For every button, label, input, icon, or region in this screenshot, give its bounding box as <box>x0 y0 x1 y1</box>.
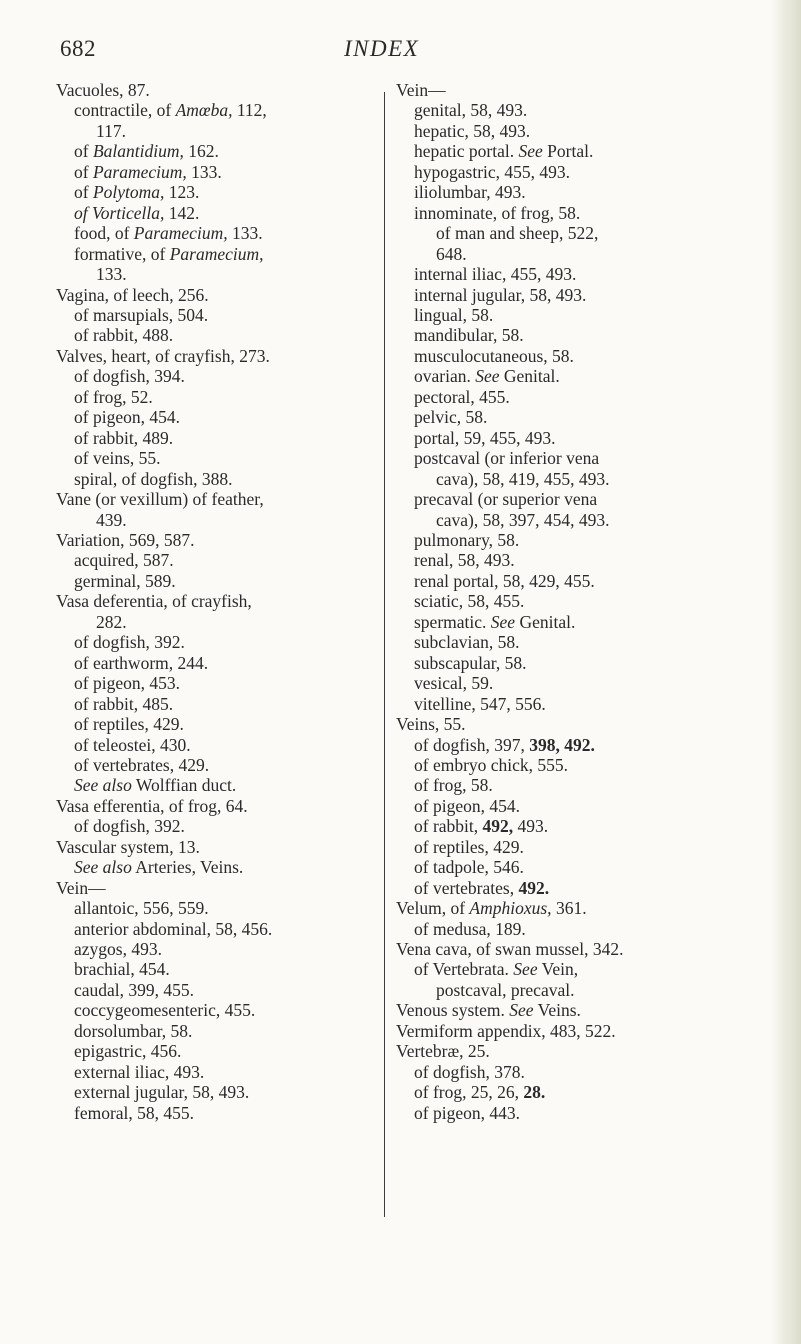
entry-text: genital, 58, 493. <box>414 100 528 121</box>
index-subentry <box>396 141 726 161</box>
index-subentry <box>56 162 376 182</box>
entry-text: Vacuoles, 87. <box>56 80 150 100</box>
entry-text: portal, 59, 455, 493. <box>414 427 556 448</box>
entry-text: of pigeon, 454. <box>74 407 180 428</box>
entry-text: of dogfish, 378. <box>414 1061 525 1082</box>
index-subentry <box>396 1062 726 1082</box>
index-subentry <box>396 959 726 979</box>
index-entry <box>56 530 376 550</box>
index-subentry <box>56 469 376 489</box>
index-subentry <box>396 796 726 816</box>
entry-text: hepatic portal. <box>414 141 519 162</box>
entry-text: pulmonary, 58. <box>414 529 520 550</box>
entry-text: of pigeon, 443. <box>414 1102 520 1123</box>
entry-text: See also <box>74 775 132 796</box>
entry-text: of frog, 52. <box>74 386 153 407</box>
index-subentry <box>396 366 726 386</box>
index-subentry <box>396 775 726 795</box>
index-subentry <box>396 100 726 120</box>
entry-text: 492. <box>518 877 550 898</box>
entry-text: of man and sheep, 522, <box>436 223 599 244</box>
entry-text: of rabbit, <box>414 816 483 837</box>
index-subentry <box>396 550 726 570</box>
entry-text: of frog, 58. <box>414 775 493 796</box>
entry-text: Amœba, <box>175 100 233 121</box>
entry-text: Valves, heart, of crayfish, 273. <box>56 345 270 366</box>
entry-text: cava), 58, 397, 454, 493. <box>436 509 610 530</box>
entry-text: Vein— <box>396 80 446 100</box>
entry-text: sciatic, 58, 455. <box>414 591 525 612</box>
entry-text: Arteries, Veins. <box>131 857 244 878</box>
entry-text: See <box>518 141 543 162</box>
entry-text: of Vorticella, <box>74 202 165 223</box>
entry-text: of rabbit, 489. <box>74 427 174 448</box>
entry-text: 133. <box>227 223 263 244</box>
index-subentry <box>56 203 376 223</box>
index-subentry <box>396 755 726 775</box>
entry-text: Variation, 569, 587. <box>56 529 195 550</box>
index-subentry <box>56 244 376 264</box>
index-subentry <box>56 735 376 755</box>
index-subentry <box>396 857 726 877</box>
index-entry <box>56 878 376 898</box>
index-subentry <box>396 387 726 407</box>
index-column-left <box>56 80 376 1123</box>
index-subentry <box>396 489 726 509</box>
index-subentry <box>396 694 726 714</box>
index-subentry <box>56 959 376 979</box>
index-entry <box>56 285 376 305</box>
entry-text: 493. <box>513 816 549 837</box>
entry-text: 492, <box>482 816 514 837</box>
entry-text: renal, 58, 493. <box>414 550 515 571</box>
entry-text: of dogfish, 397, <box>414 734 530 755</box>
entry-text: acquired, 587. <box>74 550 174 571</box>
index-entry <box>396 1021 726 1041</box>
entry-text: Vein— <box>56 877 106 898</box>
page-number: 682 <box>60 36 96 61</box>
index-subentry <box>396 735 726 755</box>
index-subentry <box>56 366 376 386</box>
entry-text: of reptiles, 429. <box>74 714 184 735</box>
entry-text: Polytoma, <box>92 182 165 203</box>
entry-text: mandibular, 58. <box>414 325 524 346</box>
entry-text: 282. <box>96 611 127 632</box>
index-subentry <box>396 428 726 448</box>
entry-text: of tadpole, 546. <box>414 857 524 878</box>
entry-text: See also <box>74 857 132 878</box>
running-head: INDEX <box>344 36 420 61</box>
entry-text: of reptiles, 429. <box>414 836 524 857</box>
entry-text: of <box>74 141 93 162</box>
index-entry <box>56 796 376 816</box>
entry-text: of pigeon, 454. <box>414 795 520 816</box>
entry-text: of vertebrates, <box>414 877 519 898</box>
index-subentry <box>396 223 726 243</box>
entry-text: dorsolumbar, 58. <box>74 1020 193 1041</box>
entry-text: of rabbit, 488. <box>74 325 174 346</box>
index-subentry <box>396 182 726 202</box>
index-entry <box>396 80 726 100</box>
entry-text: Wolffian duct. <box>131 775 237 796</box>
index-subentry <box>56 1103 376 1123</box>
index-subentry <box>396 591 726 611</box>
index-subentry <box>396 469 726 489</box>
entry-text: of pigeon, 453. <box>74 673 180 694</box>
index-subentry <box>56 816 376 836</box>
index-subentry <box>56 223 376 243</box>
entry-text: postcaval (or inferior vena <box>414 448 600 469</box>
index-subentry <box>56 714 376 734</box>
index-subentry <box>56 264 376 284</box>
entry-text: of dogfish, 392. <box>74 816 185 837</box>
entry-text: Veins. <box>533 1000 581 1021</box>
index-column-right <box>396 80 726 1123</box>
index-subentry <box>396 919 726 939</box>
entry-text: of embryo chick, 555. <box>414 754 569 775</box>
index-subentry <box>56 694 376 714</box>
index-subentry <box>396 203 726 223</box>
index-subentry <box>396 448 726 468</box>
entry-text: See <box>513 959 538 980</box>
page-edge-shadow <box>771 0 801 1344</box>
entry-text: coccygeomesenteric, 455. <box>74 1000 256 1021</box>
index-subentry <box>56 612 376 632</box>
entry-text: Paramecium, <box>133 223 228 244</box>
index-subentry <box>396 325 726 345</box>
entry-text: Vane (or vexillum) of feather, <box>56 489 264 510</box>
index-subentry <box>56 428 376 448</box>
entry-text: precaval (or superior vena <box>414 489 598 510</box>
entry-text: 398, 492. <box>529 734 595 755</box>
index-entry <box>396 1000 726 1020</box>
entry-text: 361. <box>551 898 587 919</box>
index-entry <box>396 714 726 734</box>
entry-text: of <box>74 161 93 182</box>
index-entry <box>396 898 726 918</box>
index-subentry <box>56 1062 376 1082</box>
entry-text: spermatic. <box>414 611 491 632</box>
entry-text: innominate, of frog, 58. <box>414 202 581 223</box>
index-subentry <box>396 571 726 591</box>
entry-text: spiral, of dogfish, 388. <box>74 468 233 489</box>
entry-text: subscapular, 58. <box>414 652 527 673</box>
entry-text: Vasa efferentia, of frog, 64. <box>56 795 248 816</box>
entry-text: 123. <box>164 182 200 203</box>
index-subentry <box>56 919 376 939</box>
entry-text: Vascular system, 13. <box>56 836 200 857</box>
entry-text: 28. <box>523 1082 546 1103</box>
entry-text: internal iliac, 455, 493. <box>414 264 577 285</box>
index-subentry <box>396 673 726 693</box>
entry-text: femoral, 58, 455. <box>74 1102 195 1123</box>
index-subentry <box>396 510 726 530</box>
entry-text: hepatic, 58, 493. <box>414 120 531 141</box>
entry-text: of Vertebrata. <box>414 959 514 980</box>
index-subentry <box>396 305 726 325</box>
entry-text: external jugular, 58, 493. <box>74 1082 250 1103</box>
entry-text: 112, <box>232 100 267 121</box>
entry-text: See <box>509 1000 534 1021</box>
entry-text: postcaval, precaval. <box>436 979 575 1000</box>
index-subentry <box>56 121 376 141</box>
index-subentry <box>56 980 376 1000</box>
entry-text: subclavian, 58. <box>414 632 520 653</box>
index-entry <box>56 80 376 100</box>
index-subentry <box>56 673 376 693</box>
entry-text: See <box>490 611 516 632</box>
index-subentry <box>56 755 376 775</box>
entry-text: of vertebrates, 429. <box>74 754 210 775</box>
index-subentry <box>56 182 376 202</box>
entry-text: anterior abdominal, 58, 456. <box>74 918 273 939</box>
index-subentry <box>396 346 726 366</box>
entry-text: Venous system. <box>396 1000 510 1021</box>
entry-text: hypogastric, 455, 493. <box>414 161 571 182</box>
index-subentry <box>56 1021 376 1041</box>
entry-text: Genital. <box>499 366 560 387</box>
index-subentry <box>56 141 376 161</box>
entry-text: Vertebræ, 25. <box>396 1041 490 1062</box>
entry-text: iliolumbar, 493. <box>414 182 526 203</box>
index-subentry <box>396 878 726 898</box>
index-subentry <box>56 939 376 959</box>
entry-text: of dogfish, 394. <box>74 366 185 387</box>
entry-text: of earthworm, 244. <box>74 652 209 673</box>
index-subentry <box>396 612 726 632</box>
entry-text: See <box>475 366 500 387</box>
entry-text: Amphioxus, <box>469 898 552 919</box>
index-subentry <box>56 407 376 427</box>
entry-text: food, of <box>74 223 134 244</box>
entry-text: renal portal, 58, 429, 455. <box>414 570 595 591</box>
entry-text: of medusa, 189. <box>414 918 526 939</box>
index-subentry <box>56 550 376 570</box>
index-subentry <box>56 1082 376 1102</box>
index-entry <box>56 591 376 611</box>
index-entry <box>56 837 376 857</box>
entry-text: musculocutaneous, 58. <box>414 345 574 366</box>
entry-text: 117. <box>96 120 126 141</box>
entry-text: cava), 58, 419, 455, 493. <box>436 468 610 489</box>
index-entry <box>56 346 376 366</box>
index-subentry <box>56 1000 376 1020</box>
index-entry <box>56 489 376 509</box>
entry-text: epigastric, 456. <box>74 1041 182 1062</box>
column-divider <box>384 92 385 1217</box>
entry-text: Veins, 55. <box>396 714 466 735</box>
index-subentry <box>56 448 376 468</box>
index-subentry <box>56 100 376 120</box>
entry-text: of <box>74 182 93 203</box>
index-subentry <box>396 244 726 264</box>
entry-text: Vasa deferentia, of crayfish, <box>56 591 252 612</box>
entry-text: of dogfish, 392. <box>74 632 185 653</box>
index-subentry <box>56 632 376 652</box>
index-subentry <box>396 285 726 305</box>
entry-text: Balantidium, <box>92 141 184 162</box>
entry-text: of frog, 25, 26, <box>414 1082 524 1103</box>
entry-text: Portal. <box>542 141 594 162</box>
index-entry <box>396 939 726 959</box>
entry-text: formative, of <box>74 243 170 264</box>
entry-text: Velum, of <box>396 898 470 919</box>
index-subentry <box>56 775 376 795</box>
index-subentry <box>56 857 376 877</box>
index-subentry <box>56 305 376 325</box>
entry-text: pelvic, 58. <box>414 407 488 428</box>
entry-text: 439. <box>96 509 127 530</box>
index-subentry <box>396 980 726 1000</box>
entry-text: 142. <box>164 202 200 223</box>
index-subentry <box>396 632 726 652</box>
index-subentry <box>396 162 726 182</box>
entry-text: 162. <box>183 141 219 162</box>
index-subentry <box>396 407 726 427</box>
index-subentry <box>396 816 726 836</box>
entry-text: caudal, 399, 455. <box>74 979 195 1000</box>
index-subentry <box>56 387 376 407</box>
entry-text: Paramecium, <box>92 161 187 182</box>
entry-text: brachial, 454. <box>74 959 170 980</box>
entry-text: of teleostei, 430. <box>74 734 191 755</box>
entry-text: 133. <box>186 161 222 182</box>
index-subentry <box>56 325 376 345</box>
index-subentry <box>396 121 726 141</box>
index-subentry <box>396 530 726 550</box>
entry-text: 648. <box>436 243 467 264</box>
index-subentry <box>56 898 376 918</box>
index-subentry <box>396 264 726 284</box>
index-subentry <box>396 837 726 857</box>
entry-text: Vermiform appendix, 483, 522. <box>396 1020 616 1041</box>
index-subentry <box>56 510 376 530</box>
entry-text: Paramecium, <box>169 243 264 264</box>
entry-text: Vena cava, of swan mussel, 342. <box>396 939 624 960</box>
entry-text: of veins, 55. <box>74 448 161 469</box>
entry-text: Vagina, of leech, 256. <box>56 284 209 305</box>
entry-text: internal jugular, 58, 493. <box>414 284 587 305</box>
entry-text: Genital. <box>515 611 576 632</box>
entry-text: 133. <box>96 264 127 285</box>
entry-text: azygos, 493. <box>74 939 162 960</box>
entry-text: germinal, 589. <box>74 570 176 591</box>
index-subentry <box>396 1082 726 1102</box>
index-subentry <box>56 1041 376 1061</box>
entry-text: of rabbit, 485. <box>74 693 174 714</box>
entry-text: external iliac, 493. <box>74 1061 205 1082</box>
index-subentry <box>56 571 376 591</box>
entry-text: contractile, of <box>74 100 176 121</box>
entry-text: vitelline, 547, 556. <box>414 693 546 714</box>
entry-text: allantoic, 556, 559. <box>74 898 209 919</box>
index-subentry <box>396 653 726 673</box>
index-entry <box>396 1041 726 1061</box>
entry-text: pectoral, 455. <box>414 386 510 407</box>
index-subentry <box>56 653 376 673</box>
entry-text: ovarian. <box>414 366 476 387</box>
index-subentry <box>396 1103 726 1123</box>
entry-text: lingual, 58. <box>414 304 494 325</box>
entry-text: of marsupials, 504. <box>74 304 209 325</box>
entry-text: vesical, 59. <box>414 673 494 694</box>
entry-text: Vein, <box>537 959 579 980</box>
